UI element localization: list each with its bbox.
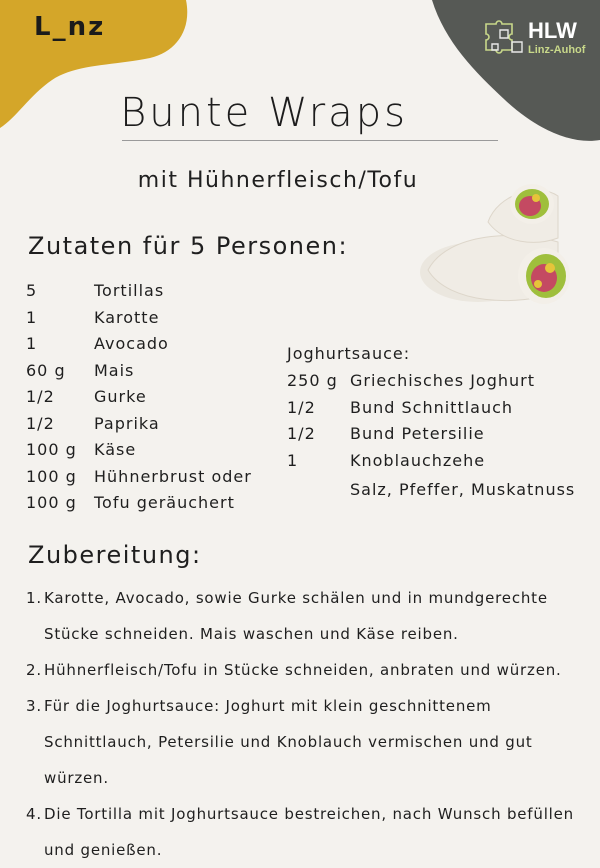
sauce-row [287, 451, 535, 478]
ingredient-item: Avocado [94, 334, 169, 353]
ingredient-row [26, 334, 252, 361]
lnz-logo: L_nz [34, 12, 106, 42]
ingredient-qty: 5 [26, 281, 38, 300]
ingredient-row [26, 467, 252, 494]
ingredient-item: Tofu geräuchert [94, 493, 235, 512]
ingredient-qty: 60 g [26, 360, 66, 380]
ingredient-item: Mais [94, 360, 135, 380]
wrap-illustration-icon [418, 172, 578, 312]
ingredient-row [26, 281, 252, 308]
sauce-qty: 1/2 [287, 424, 316, 443]
step-item [26, 796, 582, 868]
step-number: 3. [26, 697, 42, 715]
ingredient-qty: 100 g [26, 466, 77, 486]
hlw-logo-subtitle: Linz-Auhof [528, 44, 586, 56]
ingredient-row [26, 387, 252, 414]
ingredient-qty: 100 g [26, 440, 77, 459]
ingredient-item: Paprika [94, 413, 160, 433]
step-number: 4. [26, 805, 42, 823]
step-text: Karotte, Avocado, sowie Gurke schälen und in mundgerechte Stücke schneiden. Mais waschen und Käse reiben. [44, 589, 548, 643]
sauce-row [287, 371, 535, 398]
step-text: Für die Joghurtsauce: Joghurt mit klein geschnittenem Schnittlauch, Petersilie und Knoblauch vermischen und gut würzen. [44, 697, 533, 787]
ingredient-item: Karotte [94, 307, 160, 327]
ingredient-row [26, 361, 252, 388]
recipe-title: Bunte Wraps [120, 90, 408, 136]
sauce-row [287, 398, 535, 425]
step-number: 2. [26, 661, 42, 679]
ingredient-qty: 1 [26, 307, 38, 327]
ingredient-item: Hühnerbrust oder [94, 466, 252, 486]
sauce-item: Bund Petersilie [350, 424, 485, 443]
sauce-qty: 1 [287, 450, 299, 470]
sauce-heading: Joghurtsauce: [287, 344, 411, 363]
ingredient-row [26, 308, 252, 335]
ingredient-item: Käse [94, 440, 137, 459]
sauce-item: Bund Schnittlauch [350, 397, 514, 417]
ingredient-qty: 100 g [26, 493, 77, 512]
preparation-steps [26, 580, 582, 868]
step-text: Hühnerfleisch/Tofu in Stücke schneiden, anbraten und würzen. [44, 661, 562, 679]
ingredient-row [26, 440, 252, 467]
sauce-ingredients-list [287, 371, 535, 477]
sauce-qty: 1/2 [287, 397, 316, 417]
ingredients-heading: Zutaten für 5 Personen: [28, 232, 349, 260]
sauce-item: Griechisches Joghurt [350, 371, 535, 390]
step-item [26, 580, 582, 652]
title-divider [122, 140, 498, 141]
ingredient-row [26, 493, 252, 520]
step-item [26, 688, 582, 796]
ingredient-row [26, 414, 252, 441]
ingredient-qty: 1 [26, 334, 38, 353]
sauce-row [287, 424, 535, 451]
recipe-subtitle: mit Hühnerfleisch/Tofu [137, 168, 419, 193]
sauce-qty: 250 g [287, 371, 338, 390]
ingredient-qty: 1/2 [26, 387, 55, 406]
ingredient-item: Gurke [94, 387, 147, 406]
step-number: 1. [26, 589, 42, 607]
sauce-item: Knoblauchzehe [350, 450, 486, 470]
step-text: Die Tortilla mit Joghurtsauce bestreichen, nach Wunsch befüllen und genießen. [44, 805, 574, 859]
ingredient-qty: 1/2 [26, 413, 55, 433]
ingredient-item: Tortillas [94, 281, 165, 300]
preparation-heading: Zubereitung: [28, 541, 202, 569]
step-item [26, 652, 582, 688]
hlw-logo-title: HLW [528, 18, 577, 43]
sauce-seasoning: Salz, Pfeffer, Muskatnuss [350, 480, 576, 499]
ingredients-list [26, 281, 252, 520]
